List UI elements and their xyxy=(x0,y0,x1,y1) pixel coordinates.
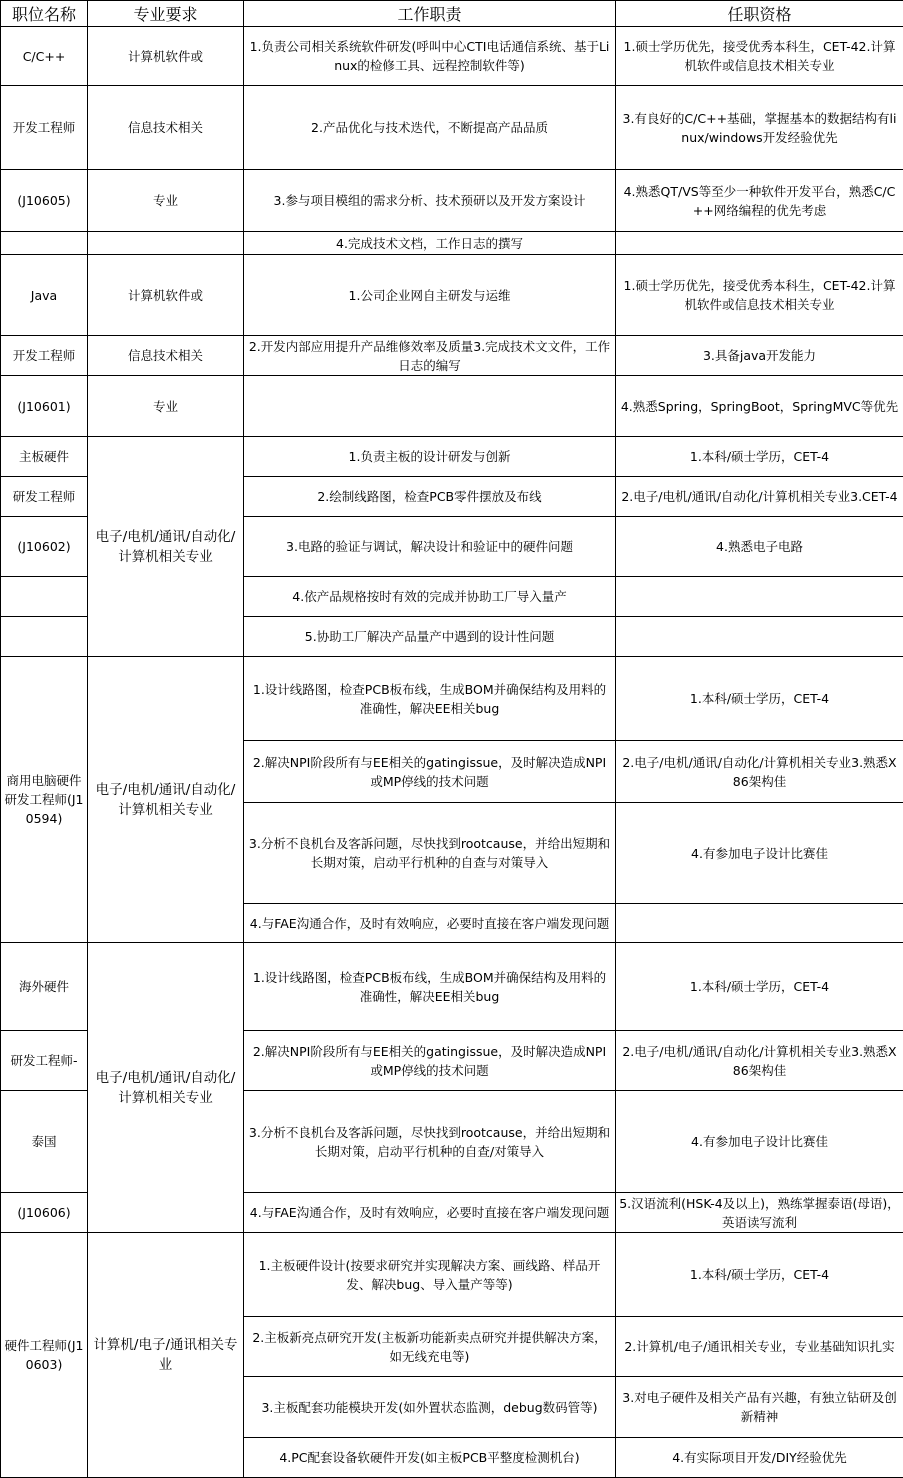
qual-cell: 4.熟悉QT/VS等至少一种软件开发平台，熟悉C/C++网络编程的优先考虑 xyxy=(616,170,903,232)
job-title-cell: (J10601) xyxy=(1,376,88,437)
major-cell: 信息技术相关 xyxy=(88,336,244,376)
table-row xyxy=(1,657,903,741)
qual-cell: 2.计算机/电子/通讯相关专业，专业基础知识扎实 xyxy=(616,1317,903,1377)
header-title: 职位名称 xyxy=(1,1,88,27)
header-row xyxy=(1,1,903,27)
duty-cell: 2.主板新亮点研究开发(主板新功能新卖点研究并提供解决方案，如无线充电等) xyxy=(244,1317,616,1377)
major-cell xyxy=(88,232,244,255)
major-cell: 专业 xyxy=(88,170,244,232)
qual-cell xyxy=(616,904,903,943)
job-title-cell: 开发工程师 xyxy=(1,86,88,170)
job-title-cell: 主板硬件 xyxy=(1,437,88,477)
table-row xyxy=(1,437,903,477)
qual-cell xyxy=(616,577,903,617)
job-title-cell: 海外硬件 xyxy=(1,943,88,1031)
duty-cell: 4.完成技术文档，工作日志的撰写 xyxy=(244,232,616,255)
duty-cell: 1.主板硬件设计(按要求研究并实现解决方案、画线路、样品开发、解决bug、导入量产等等) xyxy=(244,1233,616,1317)
major-cell: 计算机软件或 xyxy=(88,27,244,86)
duty-cell: 1.设计线路图，检查PCB板布线，生成BOM并确保结构及用料的准确性，解决EE相关bug xyxy=(244,943,616,1031)
qual-cell: 1.硕士学历优先，接受优秀本科生，CET-42.计算机软件或信息技术相关专业 xyxy=(616,27,903,86)
job-title-cell: C/C++ xyxy=(1,27,88,86)
job-title-cell xyxy=(1,577,88,617)
job-title-cell: 开发工程师 xyxy=(1,336,88,376)
duty-cell: 1.负责公司相关系统软件研发(呼叫中心CTI电话通信系统、基于Linux的检修工具、远程控制软件等) xyxy=(244,27,616,86)
qual-cell: 3.对电子硬件及相关产品有兴趣，有独立钻研及创新精神 xyxy=(616,1377,903,1438)
duty-cell xyxy=(244,376,616,437)
job-title-cell: 研发工程师 xyxy=(1,477,88,517)
duty-cell: 2.产品优化与技术迭代，不断提高产品品质 xyxy=(244,86,616,170)
major-cell: 计算机软件或 xyxy=(88,255,244,336)
qual-cell: 1.本科/硕士学历，CET-4 xyxy=(616,943,903,1031)
duty-cell: 4.PC配套设备软硬件开发(如主板PCB平整度检测机台) xyxy=(244,1438,616,1478)
table-row xyxy=(1,1233,903,1317)
qual-cell: 4.熟悉电子电路 xyxy=(616,517,903,577)
duty-cell: 2.解决NPI阶段所有与EE相关的gatingissue，及时解决造成NPI或MP停线的技术问题 xyxy=(244,1031,616,1091)
qual-cell: 4.有参加电子设计比赛佳 xyxy=(616,1091,903,1193)
duty-cell: 5.协助工厂解决产品量产中遇到的设计性问题 xyxy=(244,617,616,657)
major-cell: 电子/电机/通讯/自动化/计算机相关专业 xyxy=(88,657,244,943)
duty-cell: 4.与FAE沟通合作，及时有效响应，必要时直接在客户端发现问题 xyxy=(244,1193,616,1233)
qual-cell: 1.硕士学历优先，接受优秀本科生，CET-42.计算机软件或信息技术相关专业 xyxy=(616,255,903,336)
header-major: 专业要求 xyxy=(88,1,244,27)
qual-cell: 4.有参加电子设计比赛佳 xyxy=(616,803,903,904)
duty-cell: 1.公司企业网自主研发与运维 xyxy=(244,255,616,336)
job-title-cell: Java xyxy=(1,255,88,336)
qual-cell: 1.本科/硕士学历，CET-4 xyxy=(616,657,903,741)
job-title-cell: 硬件工程师(J10603) xyxy=(1,1233,88,1478)
qual-cell: 3.有良好的C/C++基础，掌握基本的数据结构有linux/windows开发经验优先 xyxy=(616,86,903,170)
duty-cell: 2.绘制线路图，检查PCB零件摆放及布线 xyxy=(244,477,616,517)
duty-cell: 3.电路的验证与调试，解决设计和验证中的硬件问题 xyxy=(244,517,616,577)
duty-cell: 4.与FAE沟通合作，及时有效响应，必要时直接在客户端发现问题 xyxy=(244,904,616,943)
qual-cell: 3.具备java开发能力 xyxy=(616,336,903,376)
table-row xyxy=(1,336,903,376)
duty-cell: 2.开发内部应用提升产品维修效率及质量3.完成技术文文件，工作日志的编写 xyxy=(244,336,616,376)
qual-cell: 4.熟悉Spring，SpringBoot，SpringMVC等优先 xyxy=(616,376,903,437)
qual-cell: 2.电子/电机/通讯/自动化/计算机相关专业3.CET-4 xyxy=(616,477,903,517)
job-title-cell: 研发工程师- xyxy=(1,1031,88,1091)
qual-cell: 2.电子/电机/通讯/自动化/计算机相关专业3.熟悉X86架构佳 xyxy=(616,1031,903,1091)
major-cell: 计算机/电子/通讯相关专业 xyxy=(88,1233,244,1478)
qual-cell: 2.电子/电机/通讯/自动化/计算机相关专业3.熟悉X86架构佳 xyxy=(616,741,903,803)
job-title-cell: 商用电脑硬件研发工程师(J10594) xyxy=(1,657,88,943)
job-title-cell xyxy=(1,617,88,657)
duty-cell: 3.分析不良机台及客訴问题，尽快找到rootcause，并给出短期和长期对策，启动平行机种的自查/对策导入 xyxy=(244,1091,616,1193)
qual-cell: 1.本科/硕士学历，CET-4 xyxy=(616,1233,903,1317)
table-row xyxy=(1,255,903,336)
table-row xyxy=(1,27,903,86)
major-cell: 电子/电机/通讯/自动化/计算机相关专业 xyxy=(88,437,244,657)
job-title-cell: (J10602) xyxy=(1,517,88,577)
qual-cell: 5.汉语流利(HSK-4及以上)，熟练掌握泰语(母语)，英语读写流利 xyxy=(616,1193,903,1233)
table-row xyxy=(1,376,903,437)
job-title-cell: 泰国 xyxy=(1,1091,88,1193)
duty-cell: 3.分析不良机台及客訴问题，尽快找到rootcause，并给出短期和长期对策，启动平行机种的自查与对策导入 xyxy=(244,803,616,904)
duty-cell: 2.解决NPI阶段所有与EE相关的gatingissue，及时解决造成NPI或MP停线的技术问题 xyxy=(244,741,616,803)
duty-cell: 1.设计线路图，检查PCB板布线，生成BOM并确保结构及用料的准确性，解决EE相关bug xyxy=(244,657,616,741)
header-quals: 任职资格 xyxy=(616,1,903,27)
duty-cell: 3.主板配套功能模块开发(如外置状态监测，debug数码管等) xyxy=(244,1377,616,1438)
table-row xyxy=(1,232,903,255)
major-cell: 专业 xyxy=(88,376,244,437)
duty-cell: 3.参与项目模组的需求分析、技术预研以及开发方案设计 xyxy=(244,170,616,232)
duty-cell: 4.依产品规格按时有效的完成并协助工厂导入量产 xyxy=(244,577,616,617)
qual-cell: 1.本科/硕士学历，CET-4 xyxy=(616,437,903,477)
header-duties: 工作职责 xyxy=(244,1,616,27)
major-cell: 信息技术相关 xyxy=(88,86,244,170)
job-title-cell xyxy=(1,232,88,255)
job-title-cell: (J10606) xyxy=(1,1193,88,1233)
duty-cell: 1.负责主板的设计研发与创新 xyxy=(244,437,616,477)
qual-cell xyxy=(616,232,903,255)
table-row xyxy=(1,86,903,170)
qual-cell xyxy=(616,617,903,657)
job-title-cell: (J10605) xyxy=(1,170,88,232)
table-row xyxy=(1,943,903,1031)
qual-cell: 4.有实际项目开发/DIY经验优先 xyxy=(616,1438,903,1478)
major-cell: 电子/电机/通讯/自动化/计算机相关专业 xyxy=(88,943,244,1233)
table-row xyxy=(1,170,903,232)
